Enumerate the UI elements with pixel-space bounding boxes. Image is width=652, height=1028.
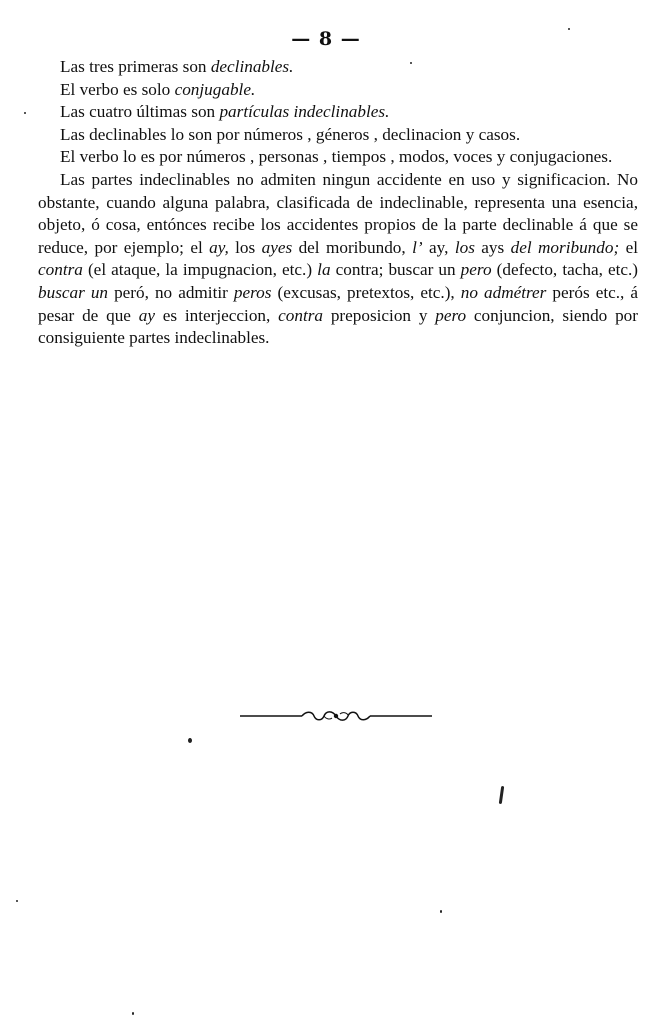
ink-speck (440, 910, 442, 913)
italic-run: peros (233, 282, 272, 302)
text-run: preposicion y (323, 305, 436, 325)
body-text (38, 56, 638, 350)
italic-run: buscar un (38, 282, 109, 302)
italic-run: pero (460, 260, 492, 280)
text-run: del moribundo, (292, 237, 413, 257)
text-run: Las partes indeclinables no admiten ningun accidente en uso y significacion. No obstante, cuando alguna palabra, clasificada de indeclinable, representa una esencia, objeto, ó cosa, entónces recibe los accidentes propios de la parte declinable á que se reduce, por ejemplo; el (38, 169, 638, 257)
paragraph-verbo-conjugable (38, 79, 638, 102)
ink-speck (410, 62, 412, 64)
text-run: ay, (422, 237, 455, 257)
text-run: los (228, 237, 262, 257)
ink-speck (499, 786, 504, 804)
text-run: El verbo es solo (60, 79, 175, 99)
italic-run: ay, (209, 237, 229, 257)
italic-run: no admétrer (460, 282, 547, 302)
text-run: Las cuatro últimas son (60, 102, 220, 122)
text-run: peró, no admitir (108, 282, 234, 302)
text-run: Las tres primeras son (60, 57, 211, 76)
italic-run: l’ (412, 237, 423, 257)
italic-run: los (454, 237, 475, 257)
italic-run: partículas indeclinables. (219, 102, 390, 122)
italic-run: contra (278, 305, 324, 325)
italic-run: ay (138, 305, 155, 325)
text-run: (defecto, tacha, etc.) (491, 260, 639, 280)
italic-run: ayes (261, 237, 293, 257)
text-run: el (619, 237, 638, 257)
text-run: (excusas, pretextos, etc.), (271, 282, 461, 302)
text-run: contra; buscar un (330, 260, 461, 280)
italic-run: declinables. (210, 57, 294, 76)
text-run: perós etc., á pesar de que (38, 282, 638, 325)
italic-run: la (317, 260, 331, 280)
ink-speck (568, 28, 570, 30)
italic-run: del moribundo; (510, 237, 620, 257)
ink-speck (132, 1012, 134, 1015)
paragraph-indeclinables (38, 169, 638, 350)
text-run: ays (474, 237, 511, 257)
italic-run: contra (38, 260, 83, 280)
page-number: — 8 — (291, 28, 361, 50)
text-run: conjuncion, siendo por consiguiente partes indeclinables. (38, 305, 638, 348)
italic-run: pero (435, 305, 467, 325)
ink-speck (188, 738, 192, 743)
text-run: El verbo lo es por números , personas , tiempos , modos, voces y conjugaciones. (60, 147, 613, 167)
paragraph-declinables (38, 56, 638, 79)
text-run: es interjeccion, (154, 305, 279, 325)
text-run: (el ataque, la impugnacion, etc.) (82, 260, 318, 280)
paragraph-declinables-accidentes (38, 124, 638, 147)
paragraph-cuatro-ultimas (38, 101, 638, 124)
ink-speck (16, 900, 18, 902)
paragraph-verbo-accidentes (38, 146, 638, 169)
decorative-rule-ornament (240, 702, 432, 730)
italic-run: conjugable. (174, 79, 256, 99)
ink-speck (24, 112, 26, 114)
text-run: Las declinables lo son por números , géneros , declinacion y casos. (60, 124, 521, 144)
